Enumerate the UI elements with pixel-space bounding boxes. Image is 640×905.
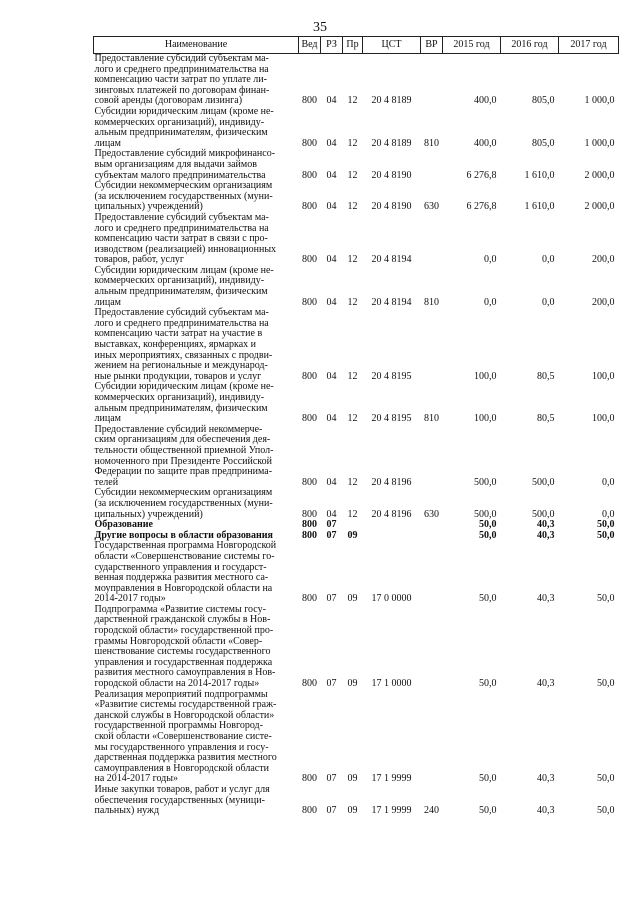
page-number: 35: [313, 20, 327, 35]
row-2017: 100,0: [592, 370, 615, 382]
table-row: [94, 488, 619, 520]
budget-table: [93, 36, 619, 817]
row-vr: [421, 531, 443, 542]
table-row: [94, 181, 619, 213]
row-pr: 09: [347, 773, 358, 785]
row-ved: 800: [302, 169, 317, 181]
row-2015: 500,0: [474, 508, 497, 520]
row-2016: 80,5: [537, 370, 555, 382]
row-pr: 09: [347, 805, 358, 817]
row-name: Субсидии юридическим лицам (кроме не- коммерческих организаций), индивиду- альным предпринимателям, физическим лицам: [94, 264, 274, 308]
row-cst: 20 4 8190: [371, 169, 412, 181]
row-2016: 40,3: [537, 773, 555, 785]
row-ved: 800: [302, 773, 317, 785]
row-ved: 800: [302, 805, 317, 817]
row-rz: 07: [326, 593, 337, 605]
row-2015: 400,0: [474, 137, 497, 149]
header-rz: РЗ: [321, 37, 343, 54]
row-2017: 0,0: [602, 476, 615, 488]
row-2015: 100,0: [474, 370, 497, 382]
row-2017: 2 000,0: [584, 169, 615, 181]
row-2015: 0,0: [484, 254, 497, 266]
row-2015: 50,0: [479, 519, 497, 531]
row-name: Образование: [94, 519, 153, 531]
row-2016: 805,0: [532, 137, 555, 149]
table-row: [94, 605, 619, 690]
header-cst: ЦСТ: [363, 37, 421, 54]
row-vr: [421, 213, 443, 266]
table-row: [94, 266, 619, 308]
row-2017: 200,0: [592, 296, 615, 308]
row-pr: 09: [347, 593, 358, 605]
row-name: Предоставление субсидий субъектам ма- лого и среднего предпринимательства на компенсацию части затрат по уплате ли- зинговых платежей по договорам финан- совой аренды (договорам лизинга): [94, 53, 270, 107]
row-rz: 04: [326, 254, 337, 266]
row-2015: 50,0: [479, 529, 497, 541]
row-pr: 12: [347, 95, 358, 107]
row-cst: 20 4 8196: [371, 508, 412, 520]
row-pr: 12: [347, 254, 358, 266]
row-name: Государственная программа Новгородской области «Совершенствование системы го- сударственного управления и государст- венная поддержка развития местного са- моуправления в Новгородской области на 2014-2017 годы»: [94, 540, 277, 605]
row-2017: 50,0: [597, 773, 615, 785]
row-2015: 50,0: [479, 678, 497, 690]
row-cst: 20 4 8189: [371, 137, 412, 149]
row-name: Предоставление субсидий микрофинансо- вым организациям для выдачи займов субъектам малого предпринимательства: [94, 148, 276, 181]
row-vr: [421, 54, 443, 107]
row-ved: 800: [302, 95, 317, 107]
row-vr: [421, 308, 443, 382]
row-vr: [421, 605, 443, 690]
row-rz: 04: [326, 476, 337, 488]
header-2017: 2017 год: [559, 37, 619, 54]
row-2017: 50,0: [597, 519, 615, 531]
row-2016: 1 610,0: [524, 169, 555, 181]
row-2016: 500,0: [532, 476, 555, 488]
row-ved: 800: [302, 201, 317, 213]
row-name: Другие вопросы в области образования: [94, 529, 273, 541]
row-ved: 800: [302, 593, 317, 605]
row-cst: 20 4 8196: [371, 476, 412, 488]
row-name: Подпрограмма «Развитие системы госу- дарственной гражданской службы в Нов- городской области» государственной про- граммы Новгородской области «Совер- шенствование системы государственного управления и государственная поддержка развития местного самоуправления в Нов- городской области на 2014-2017 годы»: [94, 603, 276, 690]
row-2016: 500,0: [532, 508, 555, 520]
row-pr: 12: [347, 296, 358, 308]
row-pr: 12: [347, 476, 358, 488]
row-2017: 50,0: [597, 529, 615, 541]
row-rz: 04: [326, 296, 337, 308]
row-vr: [421, 541, 443, 605]
row-name: Субсидии некоммерческим организациям (за исключением государственных (муни- ципальных) учреждений): [94, 180, 273, 213]
row-pr: 12: [347, 137, 358, 149]
header-ved: Вед: [299, 37, 321, 54]
row-cst: 20 4 8195: [371, 370, 412, 382]
table-body: [94, 54, 619, 817]
header-vr: ВР: [421, 37, 443, 54]
table-row: [94, 308, 619, 382]
table-header-row: [94, 37, 619, 54]
row-vr: 810: [424, 137, 439, 149]
header-2016: 2016 год: [501, 37, 559, 54]
row-cst: [363, 531, 421, 542]
table-row: [94, 107, 619, 149]
row-2016: 805,0: [532, 95, 555, 107]
row-vr: [421, 425, 443, 489]
row-cst: 20 4 8189: [371, 95, 412, 107]
row-pr: 12: [347, 169, 358, 181]
row-2016: 0,0: [542, 296, 555, 308]
row-name: Реализация мероприятий подпрограммы «Развитие системы государственной граж- данской службы в Новгородской области» государственной программы Новгород- ской области «Совершенствование систе- мы государственного управления и госу- дарственная поддержка развития местного самоуправления в Новгородской области на 2014-2017 годы»: [94, 688, 277, 785]
row-2017: 50,0: [597, 805, 615, 817]
row-2017: 1 000,0: [584, 137, 615, 149]
row-name: Предоставление субсидий субъектам ма- лого и среднего предпринимательства на компенсацию части затрат в связи с про- изводством (реализацией) инновационных товаров, работ, услуг: [94, 211, 277, 266]
row-name: Субсидии некоммерческим организациям (за исключением государственных (муни- ципальных) учреждений): [94, 487, 273, 520]
row-2015: 0,0: [484, 296, 497, 308]
row-name: Субсидии юридическим лицам (кроме не- коммерческих организаций), индивиду- альным предпринимателям, физическим лицам: [94, 105, 274, 149]
row-cst: 20 4 8190: [371, 201, 412, 213]
row-2015: 50,0: [479, 805, 497, 817]
row-vr: 630: [424, 201, 439, 213]
row-rz: 07: [326, 805, 337, 817]
row-vr: [421, 149, 443, 181]
header-name: Наименование: [94, 37, 299, 54]
row-cst: 17 1 9999: [371, 773, 412, 785]
row-2015: 50,0: [479, 773, 497, 785]
row-vr: 630: [424, 508, 439, 520]
row-vr: 810: [424, 296, 439, 308]
row-cst: 20 4 8195: [371, 413, 412, 425]
row-ved: 800: [302, 519, 317, 531]
row-rz: 07: [326, 529, 337, 541]
table-row: [94, 54, 619, 107]
row-ved: 800: [302, 254, 317, 266]
row-rz: 04: [326, 370, 337, 382]
row-name: Иные закупки товаров, работ и услуг для обеспечения государственных (муници- пальных) нужд: [94, 783, 270, 817]
row-2017: 1 000,0: [584, 95, 615, 107]
row-pr: 12: [347, 201, 358, 213]
row-ved: 800: [302, 508, 317, 520]
row-cst: 17 0 0000: [371, 593, 412, 605]
row-2016: 40,3: [537, 678, 555, 690]
table-row: [94, 785, 619, 817]
row-vr: 240: [424, 805, 439, 817]
row-2017: 2 000,0: [584, 201, 615, 213]
header-pr: Пр: [343, 37, 363, 54]
table-row: [94, 690, 619, 785]
row-vr: 810: [424, 413, 439, 425]
row-cst: 20 4 8194: [371, 296, 412, 308]
row-2016: 40,3: [537, 593, 555, 605]
row-2015: 100,0: [474, 413, 497, 425]
row-ved: 800: [302, 413, 317, 425]
row-2017: 50,0: [597, 593, 615, 605]
row-2016: 80,5: [537, 413, 555, 425]
row-2015: 500,0: [474, 476, 497, 488]
row-ved: 800: [302, 476, 317, 488]
row-2016: 1 610,0: [524, 201, 555, 213]
row-ved: 800: [302, 137, 317, 149]
row-pr: 12: [347, 508, 358, 520]
row-vr: [421, 690, 443, 785]
row-2015: 6 276,8: [466, 201, 497, 213]
table-row: [94, 149, 619, 181]
row-rz: 07: [326, 773, 337, 785]
row-rz: 07: [326, 678, 337, 690]
row-2016: 0,0: [542, 254, 555, 266]
row-rz: 07: [326, 519, 337, 531]
row-2017: 200,0: [592, 254, 615, 266]
row-2017: 50,0: [597, 678, 615, 690]
row-pr: 09: [347, 678, 358, 690]
row-pr: 12: [347, 370, 358, 382]
row-cst: 20 4 8194: [371, 254, 412, 266]
row-vr: [421, 520, 443, 531]
table-row: [94, 213, 619, 266]
row-ved: 800: [302, 370, 317, 382]
header-2015: 2015 год: [443, 37, 501, 54]
row-2016: 40,3: [537, 529, 555, 541]
row-cst: 17 1 9999: [371, 805, 412, 817]
row-2017: 0,0: [602, 508, 615, 520]
row-rz: 04: [326, 95, 337, 107]
row-name: Субсидии юридическим лицам (кроме не- коммерческих организаций), индивиду- альным предпринимателям, физическим лицам: [94, 381, 274, 425]
row-pr: 09: [347, 529, 358, 541]
row-2015: 50,0: [479, 593, 497, 605]
row-name: Предоставление субсидий некоммерче- ским организациям для обеспечения дея- тельности общественной приемной Упол- номоченного при Президенте Российской Федерации по защите прав предпринима- телей: [94, 423, 274, 488]
row-rz: 04: [326, 508, 337, 520]
row-rz: 04: [326, 413, 337, 425]
row-2016: 40,3: [537, 805, 555, 817]
row-name: Предоставление субсидий субъектам ма- лого и среднего предпринимательства на компенсацию части затрат на участие в выставках, конференциях, ярмарках и иных мероприятиях, связанных с продви- жением на региональные и международ- ные рынки продукции, товаров и услуг: [94, 307, 273, 382]
row-cst: 17 1 0000: [371, 678, 412, 690]
table-row: [94, 425, 619, 489]
row-ved: 800: [302, 296, 317, 308]
table-row: [94, 382, 619, 424]
row-rz: 04: [326, 169, 337, 181]
row-2015: 400,0: [474, 95, 497, 107]
row-cst: [363, 520, 421, 531]
table-row: [94, 541, 619, 605]
row-rz: 04: [326, 137, 337, 149]
row-ved: 800: [302, 678, 317, 690]
row-2017: 100,0: [592, 413, 615, 425]
row-ved: 800: [302, 529, 317, 541]
row-pr: 12: [347, 413, 358, 425]
row-2015: 6 276,8: [466, 169, 497, 181]
row-2016: 40,3: [537, 519, 555, 531]
row-rz: 04: [326, 201, 337, 213]
